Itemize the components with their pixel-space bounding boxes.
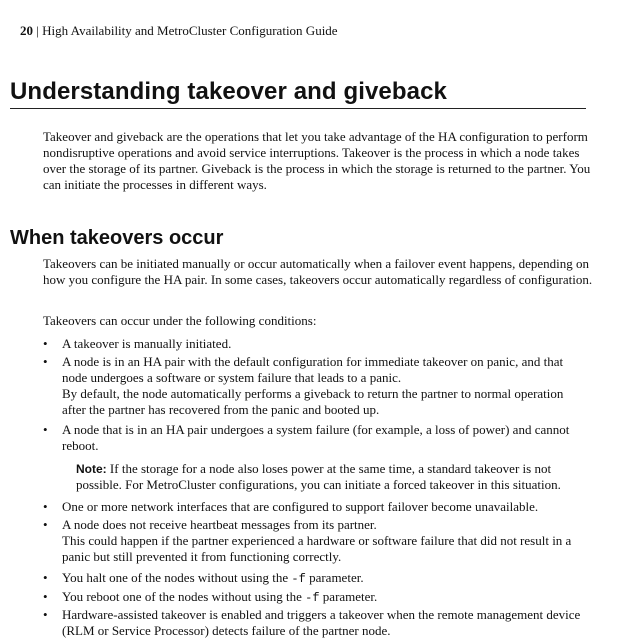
bullet-marker: • (43, 517, 48, 532)
subsection-paragraph-1: Takeovers can be initiated manually or occur automatically when a failover event happens, depending on how you configure the HA pair. In some cases, takeovers occur automatically regardless of configuration. (43, 256, 593, 287)
list-item-main: A node does not receive heartbeat messages from its partner. (62, 517, 377, 532)
list-item-text-post: parameter. (319, 589, 378, 604)
list-item-detail: This could happen if the partner experienced a hardware or software failure that did not result in a panic but still prevented it from functioning correctly. (62, 533, 572, 564)
bullet-marker: • (43, 589, 48, 604)
list-item-text-pre: You reboot one of the nodes without using the (62, 589, 306, 604)
page-number: 20 (20, 23, 33, 38)
list-item-text (62, 517, 588, 565)
note-label: Note: (76, 462, 107, 476)
list-item-main: A node is in an HA pair with the default configuration for immediate takeover on panic, and that node undergoes a software or system failure that leads to a panic. (62, 354, 564, 385)
bullet-marker: • (43, 607, 48, 622)
document-title: High Availability and MetroCluster Configuration Guide (42, 23, 338, 38)
bullet-marker: • (43, 499, 48, 514)
subsection-paragraph-2: Takeovers can occur under the following conditions: (43, 313, 317, 328)
list-item-text: One or more network interfaces that are configured to support failover become unavailable. (62, 499, 539, 514)
list-item-text-pre: You halt one of the nodes without using the (62, 570, 292, 585)
note-text: If the storage for a node also loses power at the same time, a standard takeover is not possible. For MetroCluster configurations, you can initiate a forced takeover in this situation. (76, 461, 561, 492)
section-heading: Understanding takeover and giveback (10, 78, 586, 109)
list-item-text: Hardware-assisted takeover is enabled and triggers a takeover when the remote management device (RLM or Service Processor) detects failure of the partner node. (62, 607, 581, 638)
list-item-text: A node that is in an HA pair undergoes a system failure (for example, a loss of power) and cannot reboot. (62, 422, 570, 453)
list-item-text (62, 589, 588, 606)
bullet-marker: • (43, 422, 48, 437)
intro-paragraph: Takeover and giveback are the operations that let you take advantage of the HA configuration to perform nondisruptive operations and avoid service interruptions. Takeover is the process in which a node takes over the storage of its partner. Giveback is the process in which the storage is returned to the partner. You can initiate the processes in different ways. (43, 129, 591, 192)
code-parameter: -f (305, 591, 320, 605)
header-separator: | (36, 23, 39, 38)
list-item-text: A takeover is manually initiated. (62, 336, 232, 351)
list-item-text (62, 354, 588, 418)
list-item-text-post: parameter. (305, 570, 364, 585)
running-header (20, 23, 338, 39)
code-parameter: -f (291, 572, 306, 586)
bullet-marker: • (43, 570, 48, 585)
subsection-heading: When takeovers occur (10, 227, 224, 249)
list-item-detail: By default, the node automatically performs a giveback to return the partner to normal operation after the partner has recovered from the panic and booted up. (62, 386, 564, 417)
list-item-text (62, 570, 588, 587)
bullet-marker: • (43, 336, 48, 351)
note-block (76, 461, 586, 493)
bullet-marker: • (43, 354, 48, 369)
